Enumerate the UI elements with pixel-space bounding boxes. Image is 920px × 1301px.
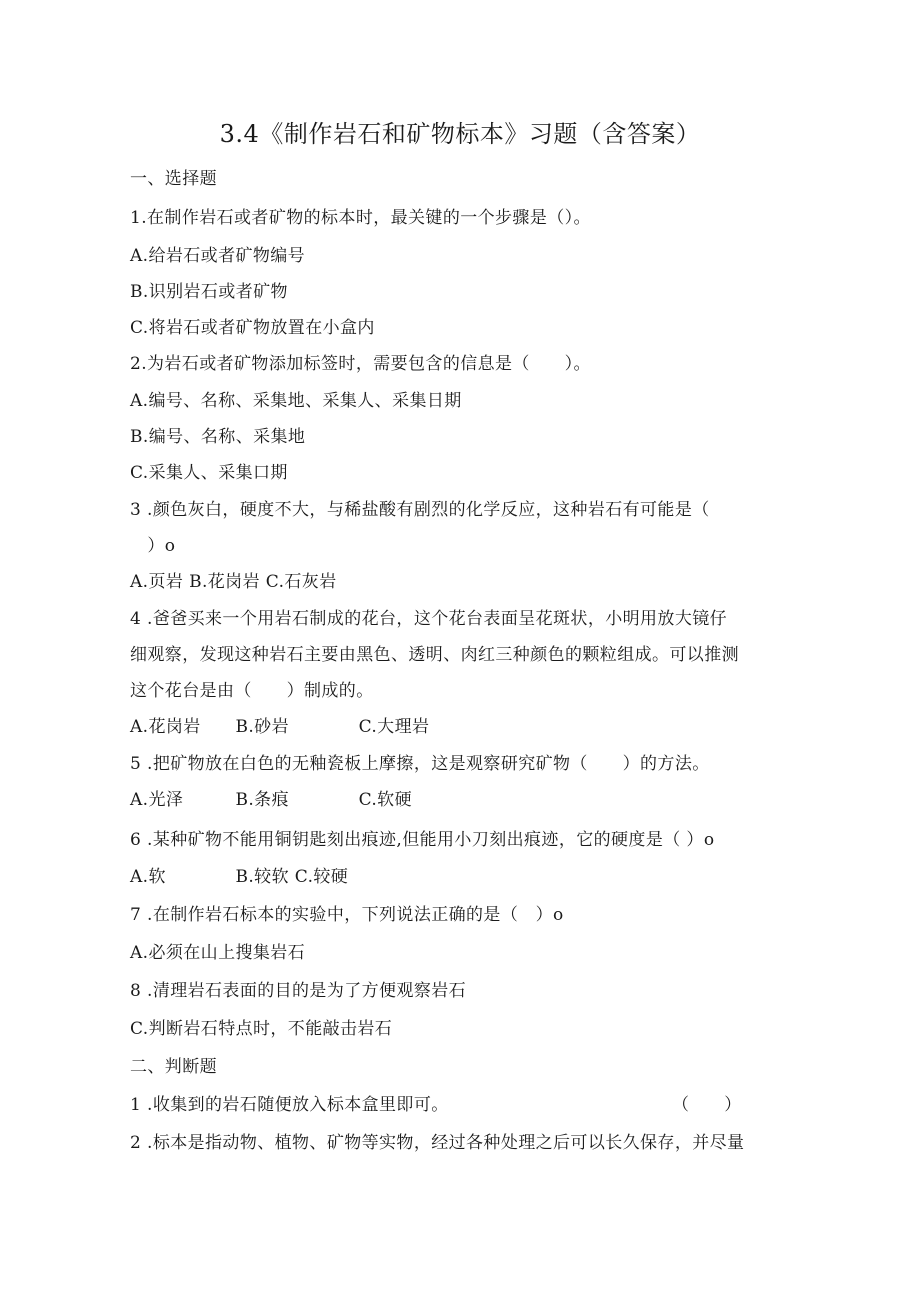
section-heading-choice: 一、选择题 <box>130 169 217 189</box>
item-8: 8 .清理岩石表面的目的是为了方便观察岩石 <box>130 981 467 1001</box>
judge-question-2: 2 .标本是指动物、植物、矿物等实物，经过各种处理之后可以长久保存，并尽量 <box>130 1133 745 1153</box>
question-4: 4 .爸爸买来一个用岩石制成的花台，这个花台表面呈花斑状，小明用放大镜仔 <box>130 609 728 629</box>
option-1c: C.将岩石或者矿物放置在小盒内 <box>130 318 375 338</box>
question-4-line-2: 细观察，发现这种岩石主要由黑色、透明、肉红三种颜色的颗粒组成。可以推测 <box>130 645 739 665</box>
question-1: 1.在制作岩石或者矿物的标本时，最关键的一个步骤是（）。 <box>130 208 591 228</box>
options-3: A.页岩 B.花岗岩 C.石灰岩 <box>130 572 337 592</box>
judge-answer-blank: （ ） <box>672 1095 742 1115</box>
question-2: 2.为岩石或者矿物添加标签时，需要包含的信息是（ ）。 <box>130 354 591 374</box>
options-4: A.花岗岩 B.砂岩 C.大理岩 <box>130 717 430 737</box>
question-3-cont: ）o <box>130 536 176 556</box>
section-heading-judge: 二、判断题 <box>130 1057 217 1077</box>
question-7: 7 .在制作岩石标本的实验中，下列说法正确的是（ ）o <box>130 905 564 925</box>
question-6: 6 .某种矿物不能用铜钥匙刻出痕迹,但能用小刀刻出痕迹，它的硬度是（ ）o <box>130 830 715 850</box>
option-2a: A.编号、名称、采集地、采集人、采集日期 <box>130 391 462 411</box>
option-2b: B.编号、名称、采集地 <box>130 427 306 447</box>
options-5: A.光泽 B.条痕 C.软硬 <box>130 790 412 810</box>
question-5: 5 .把矿物放在白色的无釉瓷板上摩擦，这是观察研究矿物（ ）的方法。 <box>130 754 710 774</box>
option-1a: A.给岩石或者矿物编号 <box>130 246 306 266</box>
judge-question-1: 1 .收集到的岩石随便放入标本盒里即可。 <box>130 1095 449 1115</box>
options-6: A.软 B.较软 C.较硬 <box>130 867 349 887</box>
question-3: 3 .颜色灰白，硬度不大，与稀盐酸有剧烈的化学反应，这种岩石有可能是（ <box>130 500 710 520</box>
page-title: 3.4《制作岩石和矿物标本》习题（含答案） <box>219 120 701 148</box>
option-7a: A.必须在山上搜集岩石 <box>130 943 306 963</box>
option-1b: B.识别岩石或者矿物 <box>130 282 288 302</box>
option-2c: C.采集人、采集口期 <box>130 463 288 483</box>
question-4-line-3: 这个花台是由（ ）制成的。 <box>130 681 374 701</box>
option-7c: C.判断岩石特点时，不能敲击岩石 <box>130 1019 393 1039</box>
